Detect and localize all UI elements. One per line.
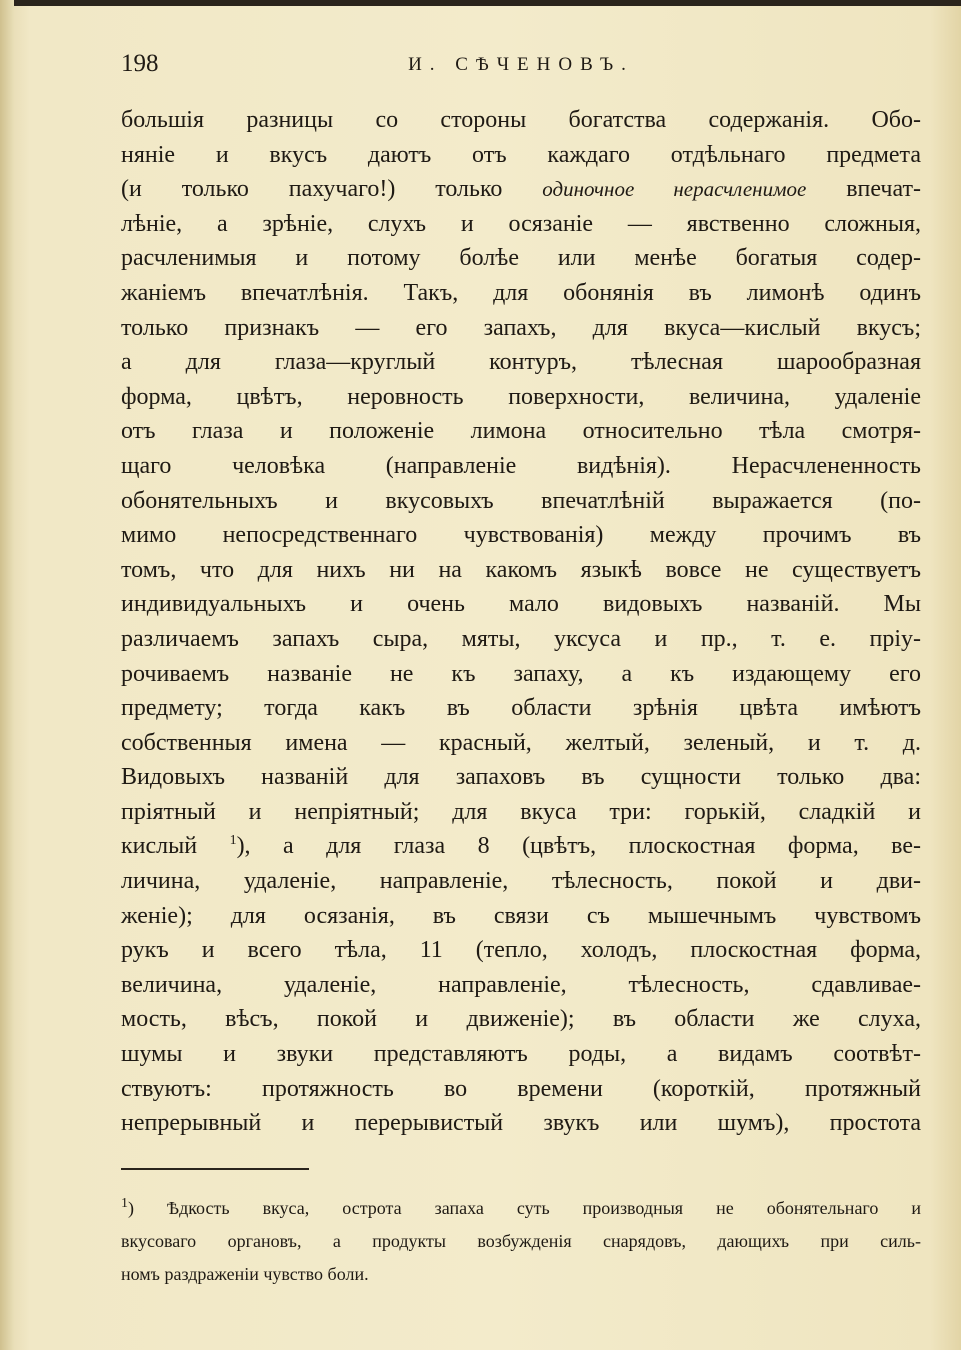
text-segment: ) Ѣдкость вкуса, острота запаха суть производныя не обонятельнаго и — [128, 1198, 921, 1218]
text-line — [121, 172, 921, 207]
text-line: только признакъ — его запахъ, для вкуса—кислый вкусъ; — [121, 314, 921, 341]
scan-top-border — [0, 0, 961, 6]
text-line: шумы и звуки представляютъ роды, а видамъ соотвѣт- — [121, 1041, 921, 1068]
text-line: мимо непосредственнаго чувствованія) между прочимъ въ — [121, 522, 921, 549]
footnote-separator — [121, 1168, 309, 1170]
text-line: рочиваемъ названіе не къ запаху, а къ издающему его — [121, 660, 921, 687]
text-line: величина, удаленіе, направленіе, тѣлесность, сдавливае- — [121, 971, 921, 998]
text-line: пріятный и непріятный; для вкуса три: горькій, сладкій и — [121, 798, 921, 825]
text-line — [121, 829, 921, 864]
text-line: собственныя имена — красный, желтый, зеленый, и т. д. — [121, 729, 921, 756]
text-line: непрерывный и перерывистый звукъ или шумъ), простота — [121, 1110, 921, 1137]
text-line: различаемъ запахъ сыра, мяты, уксуса и пр., т. е. пріу- — [121, 625, 921, 652]
text-line: большія разницы со стороны богатства содержанія. Обо- — [121, 107, 921, 133]
text-line: рукъ и всего тѣла, 11 (тепло, холодъ, плоскостная форма, — [121, 937, 921, 964]
footnote-marker: 1 — [121, 1196, 128, 1211]
footnote-line: вкусоваго органовъ, а продукты возбужденія снарядовъ, дающихъ при силь- — [121, 1231, 921, 1251]
text-line: расчленимыя и потому болѣе или менѣе богатыя содер- — [121, 245, 921, 272]
italic-emphasis: одиночное нерасчленимое — [542, 177, 807, 202]
text-line: индивидуальныхъ и очень мало видовыхъ названій. Мы — [121, 591, 921, 618]
text-line: отъ глаза и положеніе лимона относительно тѣла смотря- — [121, 418, 921, 445]
text-line: обонятельныхъ и вкусовыхъ впечатлѣній выражается (по- — [121, 487, 921, 514]
text-line: предмету; тогда какъ въ области зрѣнія цвѣта имѣютъ — [121, 695, 921, 722]
text-segment: (и только пахучаго!) только — [121, 176, 543, 203]
footnote-reference: 1 — [229, 833, 237, 849]
text-line: женіе); для осязанія, въ связи съ мышечнымъ чувствомъ — [121, 902, 921, 929]
text-line: личина, удаленіе, направленіе, тѣлесность, покой и дви- — [121, 868, 921, 895]
text-line: няніе и вкусъ даютъ отъ каждаго отдѣльнаго предмета — [121, 141, 921, 168]
text-line: Видовыхъ названій для запаховъ въ сущности только два: — [121, 764, 921, 791]
text-line: ствуютъ: протяжность во времени (короткій, протяжный — [121, 1075, 921, 1102]
body-text — [121, 103, 921, 1141]
text-line: а для глаза—круглый контуръ, тѣлесная шарообразная — [121, 349, 921, 376]
text-segment: кислый — [121, 833, 230, 860]
footnote-line — [121, 1192, 921, 1225]
text-segment: впечат- — [806, 176, 922, 203]
page-number: 198 — [121, 50, 159, 77]
text-line: томъ, что для нихъ ни на какомъ языкѣ вовсе не существуетъ — [121, 556, 921, 583]
text-line: щаго человѣка (направленіе видѣнія). Нерасчлененность — [121, 452, 921, 479]
footnote — [121, 1192, 921, 1291]
text-line: жаніемъ впечатлѣнія. Такъ, для обонянія въ лимонѣ одинъ — [121, 279, 921, 306]
running-title: И. СѢЧЕНОВЪ. — [408, 54, 634, 75]
footnote-line: номъ раздраженіи чувство боли. — [121, 1264, 369, 1284]
text-line: форма, цвѣтъ, неровность поверхности, величина, удаленіе — [121, 383, 921, 410]
text-segment: ), а для глаза 8 (цвѣтъ, плоскостная форма, ве- — [236, 833, 921, 860]
text-line: мость, вѣсъ, покой и движеніе); въ области же слуха, — [121, 1006, 921, 1033]
text-line: лѣніе, а зрѣніе, слухъ и осязаніе — явственно сложныя, — [121, 210, 921, 237]
page-header — [121, 50, 921, 82]
page-gutter-shadow — [0, 0, 14, 1350]
